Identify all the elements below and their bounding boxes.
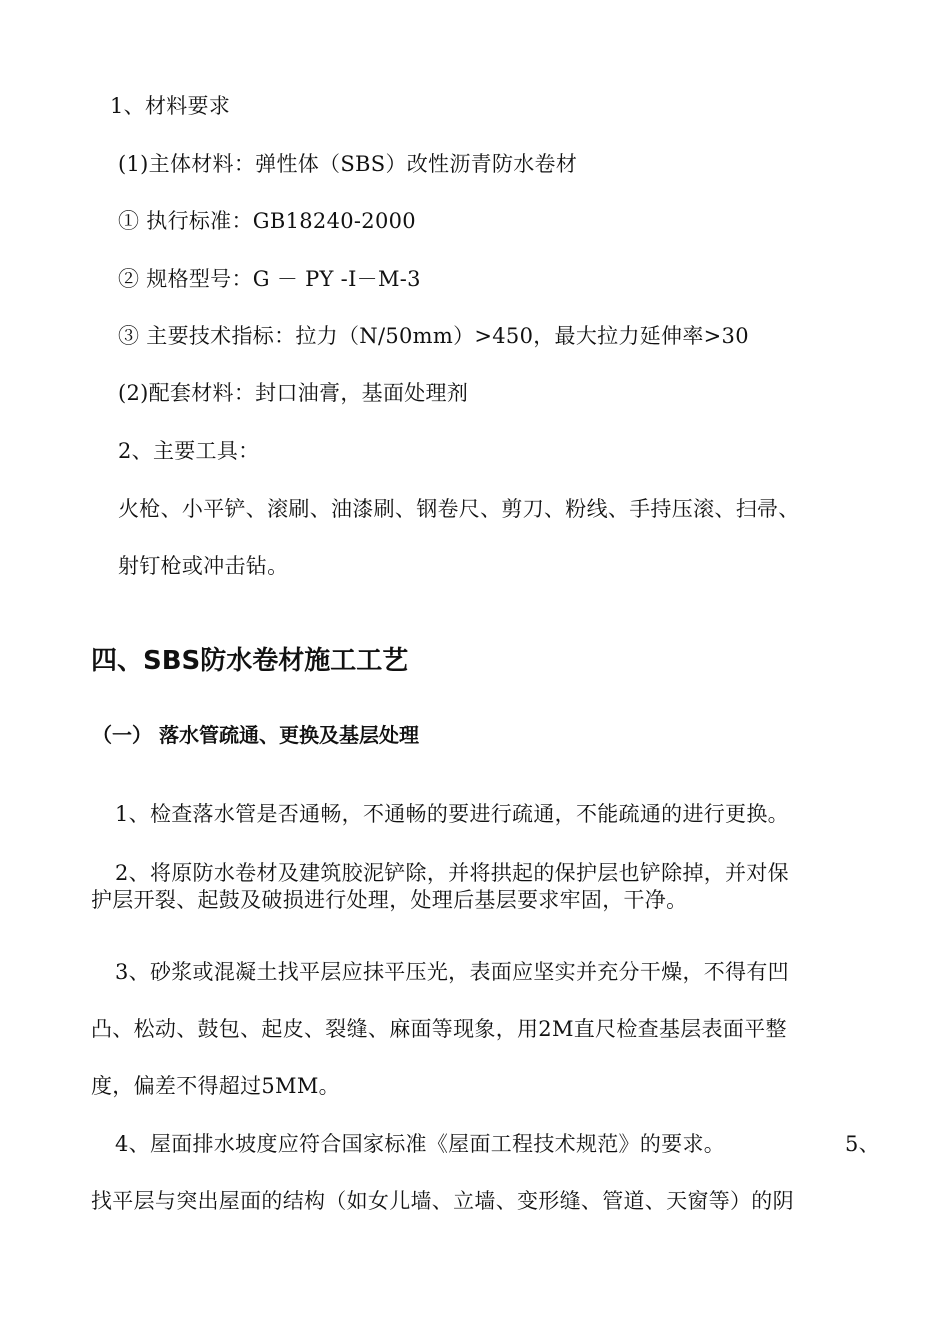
aux-material-line: (2)配套材料：封口油膏，基面处理剂 bbox=[118, 381, 469, 405]
section-subtitle: （一） 落水管疏通、更换及基层处理 bbox=[92, 723, 419, 747]
spec-line: ② 规格型号：G － PY -Ⅰ－M-3 bbox=[118, 267, 421, 291]
paragraph-3-line-3: 度，偏差不得超过5MM。 bbox=[91, 1074, 340, 1098]
paragraph-2-line-1: 2、将原防水卷材及建筑胶泥铲除，并将拱起的保护层也铲除掉，并对保 bbox=[115, 861, 789, 885]
paragraph-4: 4、屋面排水坡度应符合国家标准《屋面工程技术规范》的要求。 bbox=[115, 1132, 726, 1156]
paragraph-5-line-1: 找平层与突出屋面的结构（如女儿墙、立墙、变形缝、管道、天窗等）的阴 bbox=[91, 1189, 794, 1213]
paragraph-2-line-2: 护层开裂、起鼓及破损进行处理，处理后基层要求牢固，干净。 bbox=[91, 888, 688, 912]
main-material-line: (1)主体材料：弹性体（SBS）改性沥青防水卷材 bbox=[118, 152, 578, 176]
paragraph-3-line-2: 凸、松动、鼓包、起皮、裂缝、麻面等现象，用2M直尺检查基层表面平整 bbox=[91, 1017, 787, 1041]
materials-heading: 1、材料要求 bbox=[110, 94, 231, 118]
paragraph-1: 1、检查落水管是否通畅，不通畅的要进行疏通，不能疏通的进行更换。 bbox=[115, 802, 789, 826]
paragraph-3-line-1: 3、砂浆或混凝土找平层应抹平压光，表面应坚实并充分干燥，不得有凹 bbox=[115, 960, 789, 984]
tools-line-1: 火枪、小平铲、滚刷、油漆刷、钢卷尺、剪刀、粉线、手持压滚、扫帚、 bbox=[118, 497, 800, 521]
tools-line-2: 射钉枪或冲击钻。 bbox=[118, 554, 289, 578]
tools-heading: 2、主要工具： bbox=[118, 439, 260, 463]
paragraph-5-number: 5、 bbox=[845, 1132, 880, 1156]
section-title: 四、SBS防水卷材施工工艺 bbox=[91, 646, 409, 676]
tech-line: ③ 主要技术指标：拉力（N/50mm）>450，最大拉力延伸率>30 bbox=[118, 324, 749, 348]
standard-line: ① 执行标准：GB18240-2000 bbox=[118, 209, 416, 233]
